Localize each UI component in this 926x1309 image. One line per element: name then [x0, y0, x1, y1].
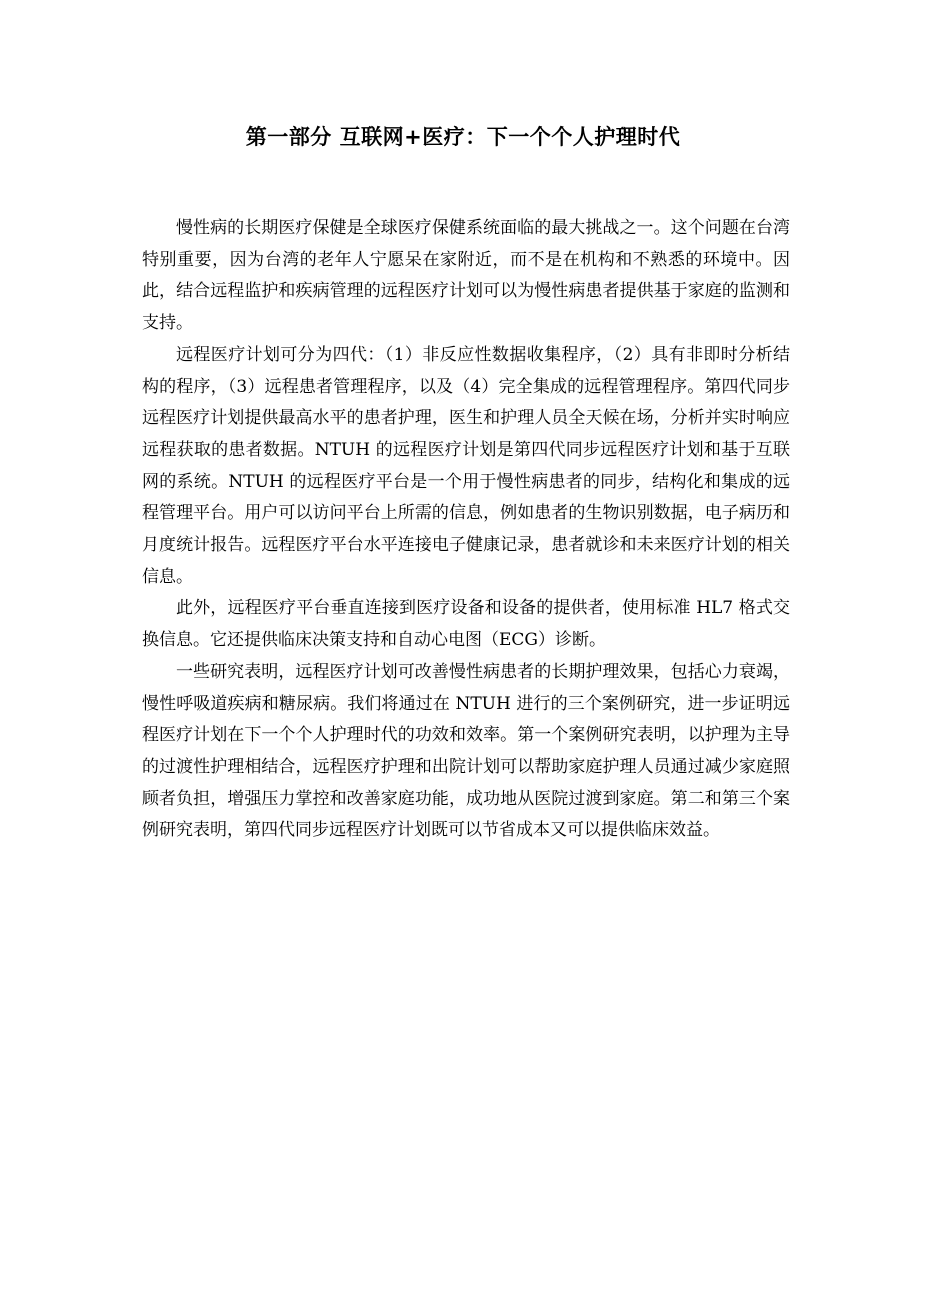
paragraph-1: 慢性病的长期医疗保健是全球医疗保健系统面临的最大挑战之一。这个问题在台湾特别重要，因为台湾的老年人宁愿呆在家附近，而不是在机构和不熟悉的环境中。因此，结合远程监护和疾病管理的远程医疗计划可以为慢性病患者提供基于家庭的监测和支持。 [142, 218, 790, 334]
document-title: 第一部分 互联网+医疗：下一个个人护理时代 [245, 125, 681, 149]
paragraph-4: 一些研究表明，远程医疗计划可改善慢性病患者的长期护理效果，包括心力衰竭，慢性呼吸道疾病和糖尿病。我们将通过在 NTUH 进行的三个案例研究，进一步证明远程医疗计划在下一个个人护理时代的功效和效率。第一个案例研究表明，以护理为主导的过渡性护理相结合，远程医疗护理和出院计划可以帮助家庭护理人员通过减少家庭照顾者负担，增强压力掌控和改善家庭功能，成功地从医院过渡到家庭。第二和第三个案例研究表明，第四代同步远程医疗计划既可以节省成本又可以提供临床效益。 [142, 661, 790, 841]
document-body [142, 213, 790, 847]
paragraph-2: 远程医疗计划可分为四代：（1）非反应性数据收集程序，（2）具有非即时分析结构的程序，（3）远程患者管理程序，以及（4）完全集成的远程管理程序。第四代同步远程医疗计划提供最高水平的患者护理，医生和护理人员全天候在场，分析并实时响应远程获取的患者数据。NTUH 的远程医疗计划是第四代同步远程医疗计划和基于互联网的系统。NTUH 的远程医疗平台是一个用于慢性病患者的同步，结构化和集成的远程管理平台。用户可以访问平台上所需的信息，例如患者的生物识别数据，电子病历和月度统计报告。远程医疗平台水平连接电子健康记录，患者就诊和未来医疗计划的相关信息。 [142, 344, 790, 587]
paragraph-3: 此外，远程医疗平台垂直连接到医疗设备和设备的提供者，使用标准 HL7 格式交换信息。它还提供临床决策支持和自动心电图（ECG）诊断。 [142, 598, 790, 651]
